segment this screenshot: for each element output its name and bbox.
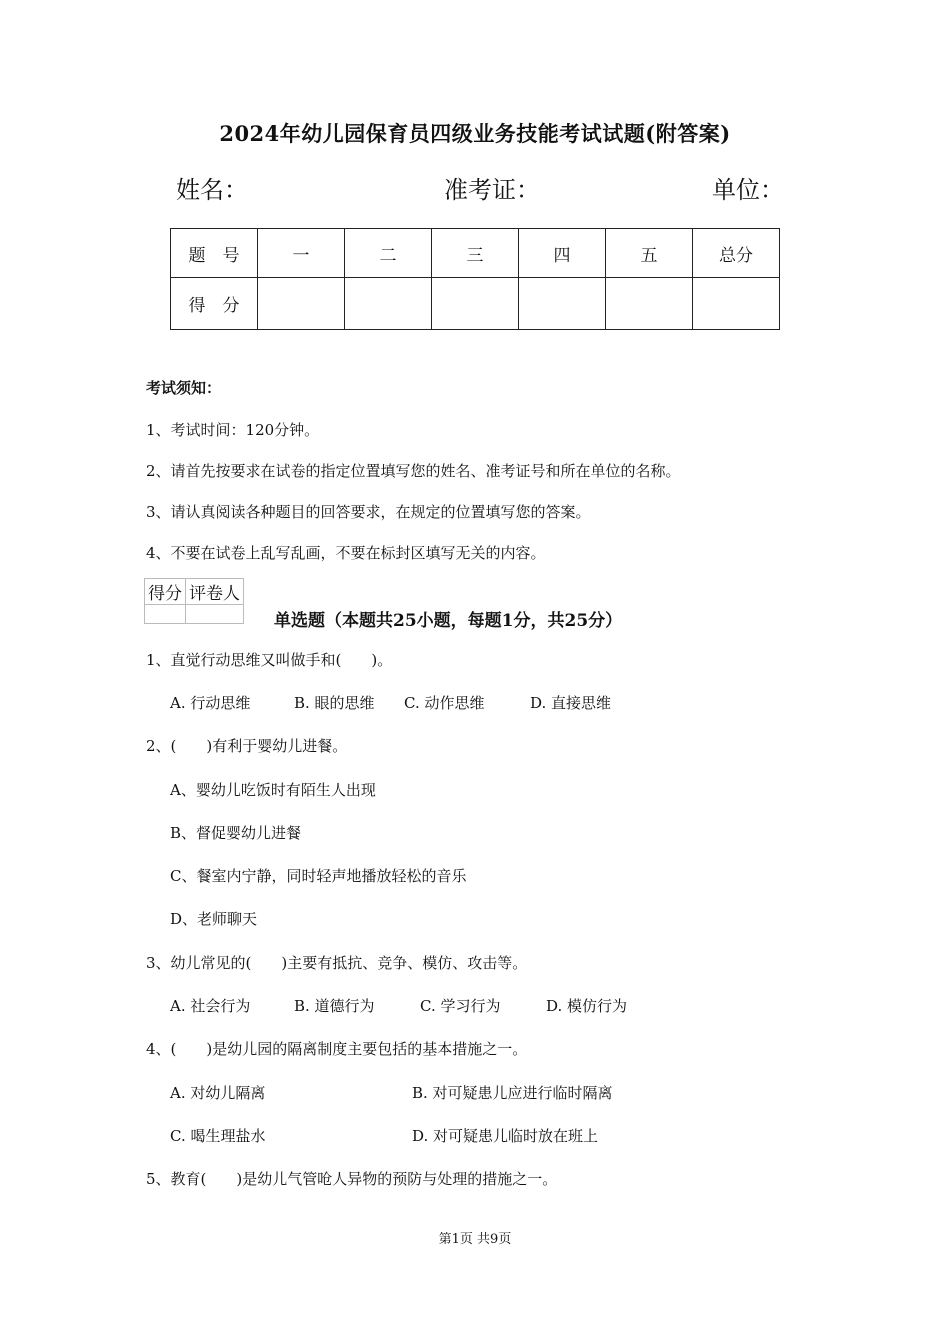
score-table-header-row [171, 229, 780, 278]
score-cell[interactable] [258, 278, 345, 330]
score-cell[interactable] [345, 278, 432, 330]
option: C、餐室内宁静，同时轻声地播放轻松的音乐 [170, 867, 467, 885]
score-header-cell: 五 [606, 229, 693, 278]
score-cell[interactable] [693, 278, 780, 330]
grader-reviewer-cell[interactable] [186, 605, 244, 624]
option: A、婴幼儿吃饭时有陌生人出现 [170, 781, 376, 799]
score-cell[interactable] [432, 278, 519, 330]
option: D、老师聊天 [170, 910, 258, 928]
score-header-cell: 四 [519, 229, 606, 278]
notice-item: 3、请认真阅读各种题目的回答要求，在规定的位置填写您的答案。 [146, 503, 591, 521]
option: A. 对幼儿隔离 [170, 1084, 266, 1102]
score-cell[interactable] [519, 278, 606, 330]
question-stem: 4、( )是幼儿园的隔离制度主要包括的基本措施之一。 [146, 1040, 528, 1058]
option: C. 学习行为 [420, 997, 501, 1015]
question-stem: 5、教育( )是幼儿气管呛人异物的预防与处理的措施之一。 [146, 1170, 558, 1188]
score-header-cell: 三 [432, 229, 519, 278]
score-header-cell: 题 号 [171, 229, 258, 278]
option: D. 模仿行为 [546, 997, 628, 1015]
section-title: 单选题（本题共25小题，每题1分，共25分） [274, 611, 623, 631]
option: D. 直接思维 [530, 694, 612, 712]
option: B. 道德行为 [294, 997, 375, 1015]
option: B、督促婴幼儿进餐 [170, 824, 302, 842]
grader-box [144, 578, 244, 624]
option: A. 社会行为 [170, 997, 251, 1015]
grader-reviewer-label: 评卷人 [186, 579, 244, 605]
option: A. 行动思维 [170, 694, 251, 712]
notice-item: 1、考试时间：120分钟。 [146, 421, 320, 439]
page-footer: 第1页 共9页 [438, 1232, 512, 1247]
score-table [170, 228, 780, 330]
grader-score-cell[interactable] [145, 605, 186, 624]
option: C. 动作思维 [404, 694, 485, 712]
option: D. 对可疑患儿临时放在班上 [412, 1127, 599, 1145]
option: B. 眼的思维 [294, 694, 375, 712]
grader-score-label: 得分 [145, 579, 186, 605]
score-table-score-row [171, 278, 780, 330]
score-cell[interactable] [606, 278, 693, 330]
notice-item: 4、不要在试卷上乱写乱画，不要在标封区填写无关的内容。 [146, 544, 546, 562]
score-header-cell: 一 [258, 229, 345, 278]
question-stem: 2、( )有利于婴幼儿进餐。 [146, 737, 348, 755]
question-stem: 3、幼儿常见的( )主要有抵抗、竞争、模仿、攻击等。 [146, 954, 528, 972]
option: C. 喝生理盐水 [170, 1127, 266, 1145]
option: B. 对可疑患儿应进行临时隔离 [412, 1084, 613, 1102]
notice-title: 考试须知： [146, 379, 222, 397]
score-header-cell: 二 [345, 229, 432, 278]
exam-id-field-label: 准考证： [444, 176, 540, 204]
unit-field-label: 单位： [712, 176, 784, 204]
score-header-cell: 总分 [693, 229, 780, 278]
name-field-label: 姓名： [176, 176, 248, 204]
question-stem: 1、直觉行动思维又叫做手和( )。 [146, 651, 393, 669]
notice-item: 2、请首先按要求在试卷的指定位置填写您的姓名、准考证号和所在单位的名称。 [146, 462, 681, 480]
exam-title: 2024年幼儿园保育员四级业务技能考试试题(附答案) [219, 121, 731, 146]
score-row-label: 得 分 [171, 278, 258, 330]
